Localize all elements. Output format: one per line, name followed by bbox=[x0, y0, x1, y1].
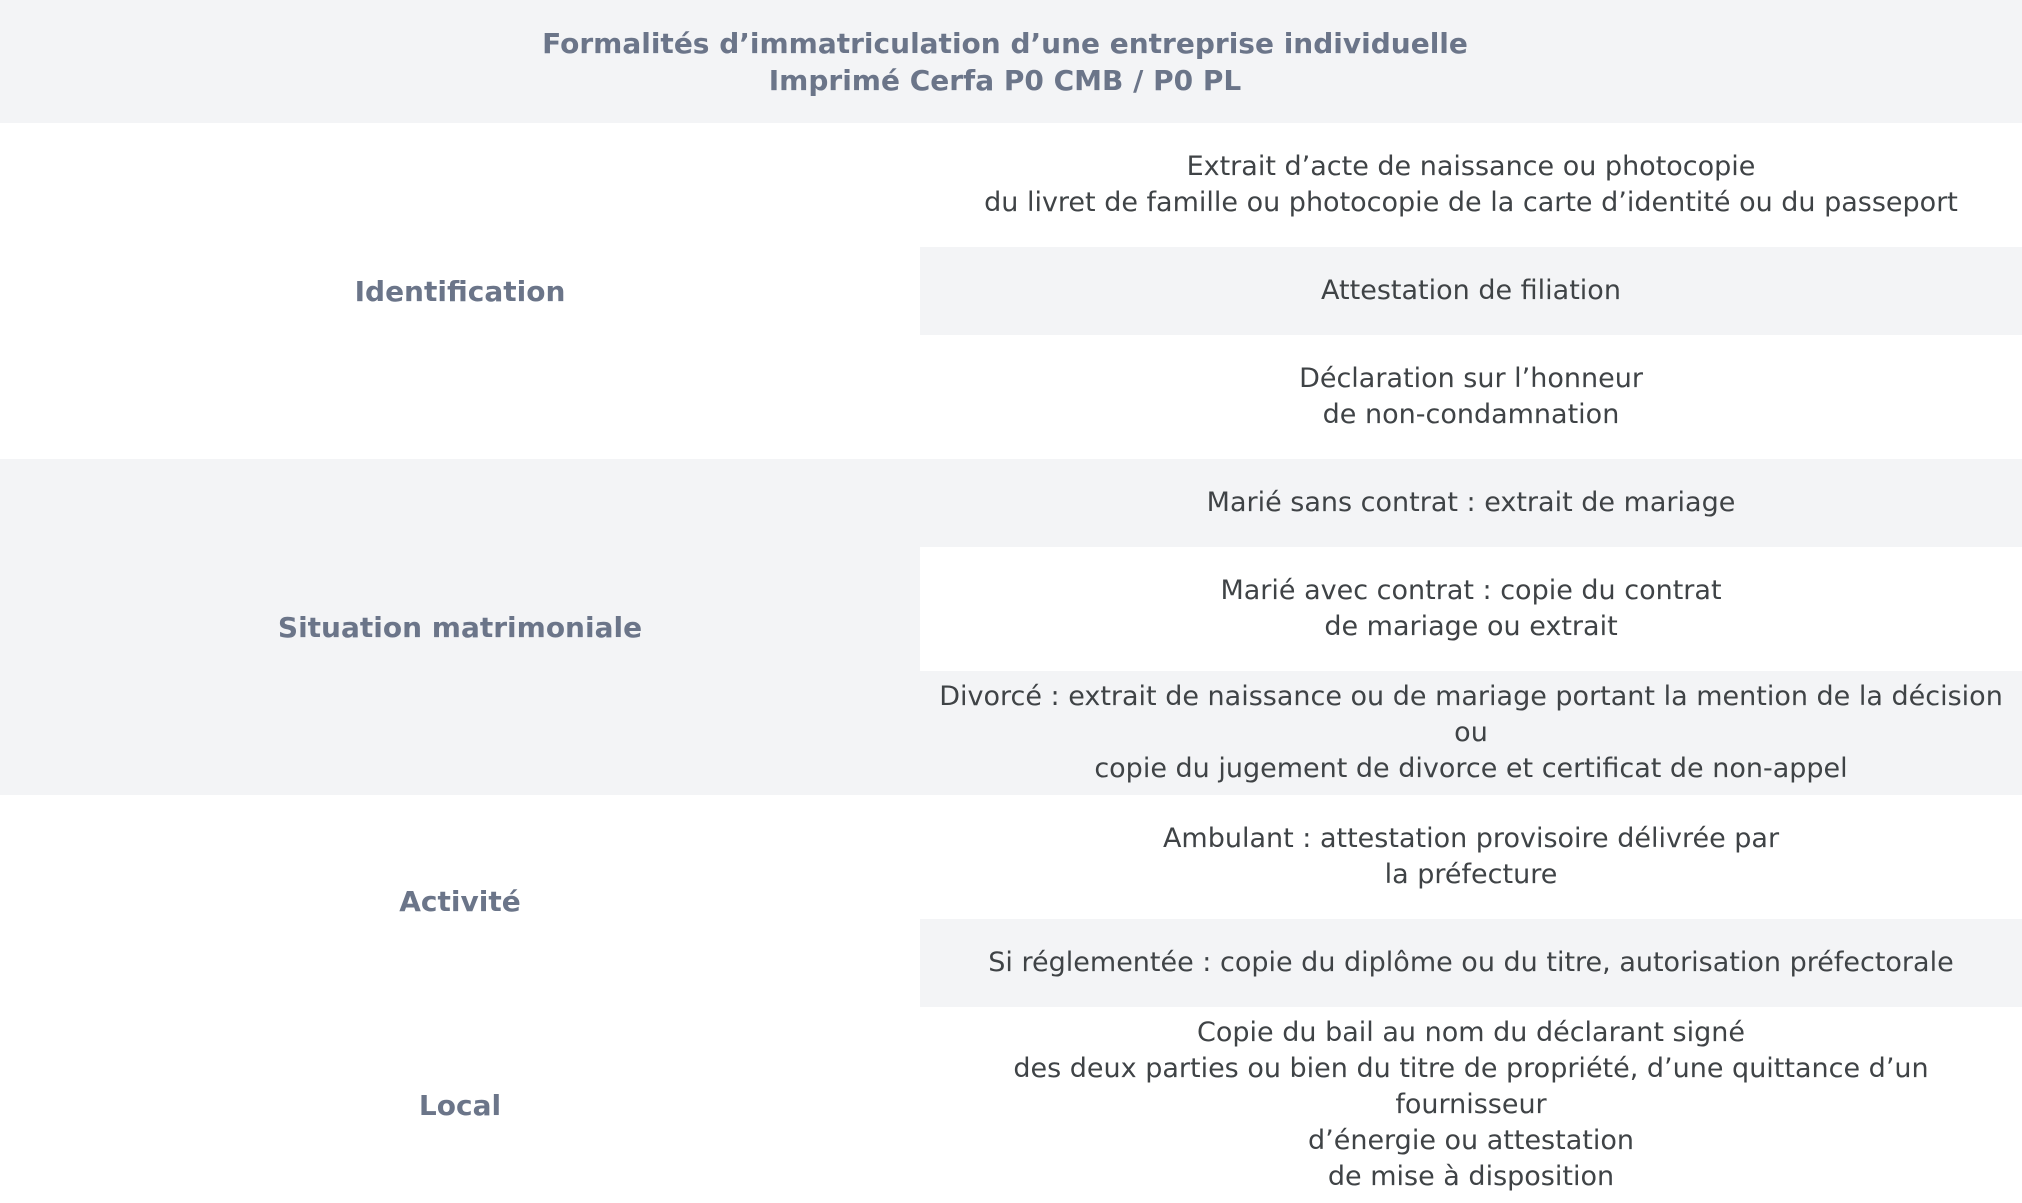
table-cell bbox=[920, 547, 2022, 671]
group-cells bbox=[920, 795, 2022, 1007]
cell-line: Si réglementée : copie du diplôme ou du titre, autorisation préfectorale bbox=[988, 947, 1954, 978]
cell-line: Déclaration sur l’honneur bbox=[1299, 363, 1643, 394]
cell-line: d’énergie ou attestation bbox=[1308, 1125, 1634, 1156]
table-cell bbox=[920, 919, 2022, 1007]
cell-line: de non-condamnation bbox=[1322, 399, 1620, 430]
table-cell bbox=[920, 247, 2022, 335]
cell-line: des deux parties ou bien du titre de propriété, d’une quittance d’un fournisseur bbox=[1013, 1053, 1929, 1120]
table-cell bbox=[920, 795, 2022, 919]
cell-line: Divorcé : extrait de naissance ou de mariage portant la mention de la décision ou bbox=[939, 681, 2003, 748]
table-header bbox=[0, 0, 2022, 123]
cell-line: la préfecture bbox=[1384, 859, 1558, 890]
table-cell bbox=[920, 335, 2022, 459]
group-label-local: Local bbox=[418, 1088, 502, 1122]
group-label-situation-matrimoniale: Situation matrimoniale bbox=[277, 610, 643, 644]
table-cell bbox=[920, 459, 2022, 547]
table-cell bbox=[920, 123, 2022, 247]
cell-line: de mise à disposition bbox=[1327, 1161, 1615, 1192]
cell-line: du livret de famille ou photocopie de la carte d’identité ou du passeport bbox=[984, 187, 1958, 218]
group-situation-matrimoniale bbox=[0, 459, 2022, 795]
cell-line: Marié avec contrat : copie du contrat bbox=[1220, 575, 1722, 606]
table-cell bbox=[920, 671, 2022, 795]
group-identification bbox=[0, 123, 2022, 459]
cell-line: copie du jugement de divorce et certificat de non-appel bbox=[1094, 753, 1848, 784]
group-label-activite: Activité bbox=[399, 884, 521, 918]
header-title: Formalités d’immatriculation d’une entreprise individuelle bbox=[542, 26, 1468, 60]
group-local bbox=[0, 1007, 2022, 1203]
group-label-identification: Identification bbox=[354, 274, 566, 308]
group-cells bbox=[920, 1007, 2022, 1203]
table-cell bbox=[920, 1007, 2022, 1203]
group-cells bbox=[920, 123, 2022, 459]
cell-line: Extrait d’acte de naissance ou photocopie bbox=[1186, 151, 1756, 182]
cell-line: Attestation de filiation bbox=[1321, 275, 1621, 306]
header-subtitle: Imprimé Cerfa P0 CMB / P0 PL bbox=[768, 63, 1242, 97]
cell-line: Copie du bail au nom du déclarant signé bbox=[1197, 1017, 1745, 1048]
cell-line: Marié sans contrat : extrait de mariage bbox=[1206, 487, 1736, 518]
cell-line: Ambulant : attestation provisoire délivrée par bbox=[1162, 823, 1780, 854]
group-activite bbox=[0, 795, 2022, 1007]
cell-line: de mariage ou extrait bbox=[1324, 611, 1618, 642]
group-cells bbox=[920, 459, 2022, 795]
